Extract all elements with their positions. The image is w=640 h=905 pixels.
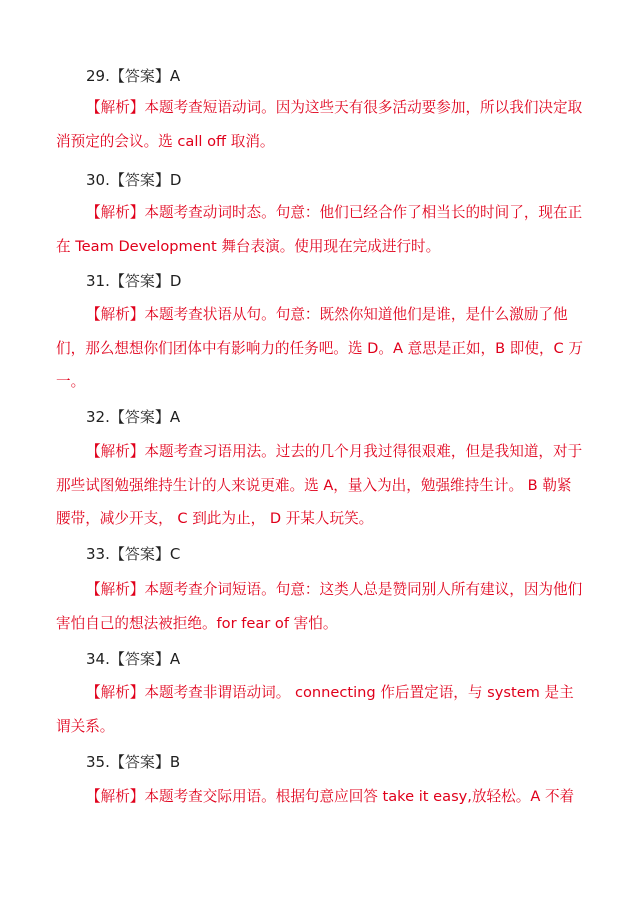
answer-33: 33.【答案】C xyxy=(86,545,181,563)
answer-34: 34.【答案】A xyxy=(86,650,181,668)
explanation-33: 【解析】本题考查介词短语。句意：这类人总是赞同别人所有建议，因为他们害怕自己的想法被拒绝。for fear of 害怕。 xyxy=(56,581,583,632)
answer-29: 29.【答案】A xyxy=(86,67,181,85)
answer-31: 31.【答案】D xyxy=(86,272,182,290)
explanation-31: 【解析】本题考查状语从句。句意：既然你知道他们是谁，是什么激励了他们，那么想想你们团体中有影响力的任务吧。选 D。A 意思是正如，B 即使，C 万一。 xyxy=(56,306,583,390)
explanation-35: 【解析】本题考查交际用语。根据句意应回答 take it easy,放轻松。A 不着 xyxy=(86,788,575,805)
explanation-30: 【解析】本题考查动词时态。句意：他们已经合作了相当长的时间了，现在正在 Team Development 舞台表演。使用现在完成进行时。 xyxy=(56,204,583,255)
answer-32: 32.【答案】A xyxy=(86,408,181,426)
explanation-29: 【解析】本题考查短语动词。因为这些天有很多活动要参加，所以我们决定取消预定的会议。选 call off 取消。 xyxy=(56,99,583,150)
answer-35: 35.【答案】B xyxy=(86,753,181,771)
explanation-34: 【解析】本题考查非谓语动词。 connecting 作后置定语，与 system 是主谓关系。 xyxy=(56,684,574,735)
answer-30: 30.【答案】D xyxy=(86,171,182,189)
explanation-32: 【解析】本题考查习语用法。过去的几个月我过得很艰难，但是我知道，对于那些试图勉强维持生计的人来说更难。选 A，量入为出，勉强维持生计。 B 勒紧腰带，减少开支， C 到此为止， D 开某人玩笑。 xyxy=(56,443,583,527)
